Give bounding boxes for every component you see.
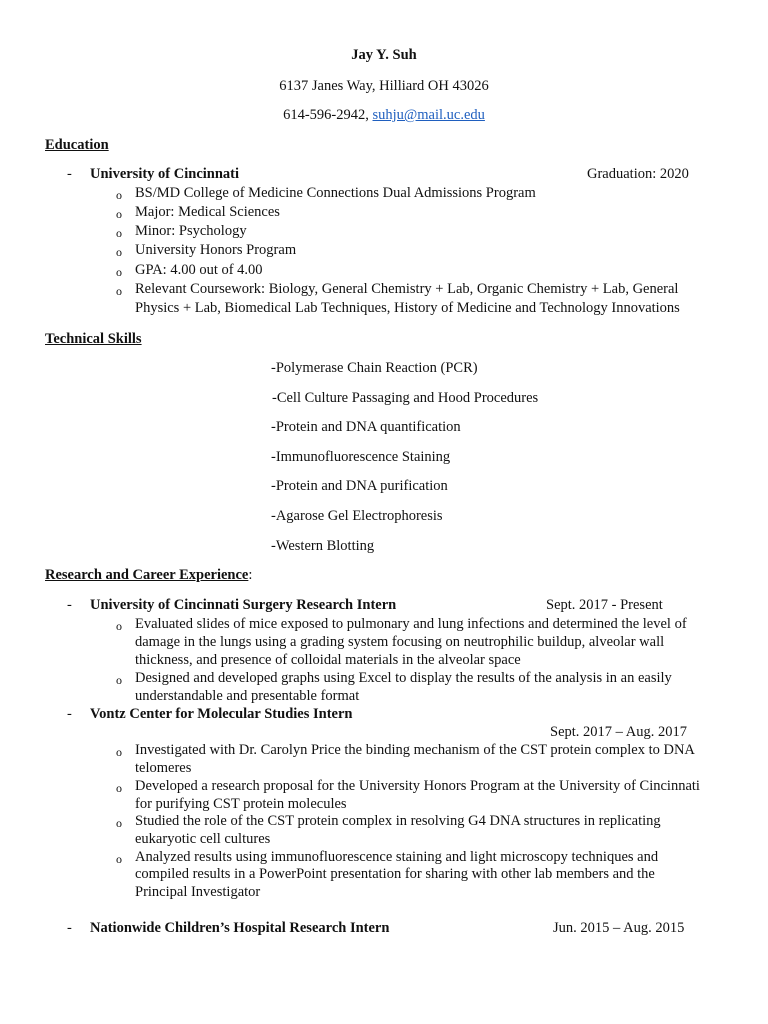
bullet-marker: o	[116, 745, 122, 759]
address: 6137 Janes Way, Hilliard OH 43026	[279, 78, 489, 94]
job-dates: Sept. 2017 - Present	[546, 597, 663, 613]
bullet-marker: o	[116, 852, 122, 866]
job-detail-line: damage in the lungs using a grading system focusing on neutrophilic buildup, alveolar wall	[135, 634, 665, 650]
bullet-marker: o	[116, 284, 122, 298]
dash-marker: -	[67, 920, 72, 936]
job-detail-line: Investigated with Dr. Carolyn Price the binding mechanism of the CST protein complex to DNA	[135, 742, 695, 758]
resume-name: Jay Y. Suh	[351, 47, 417, 63]
bullet-marker: o	[116, 816, 122, 830]
dash-marker: -	[67, 706, 72, 722]
education-graduation: Graduation: 2020	[587, 166, 689, 182]
job-detail-line: eukaryotic cell cultures	[135, 831, 271, 847]
dash-marker: -	[67, 166, 72, 182]
skills-heading: Technical Skills	[45, 331, 142, 347]
job-title: Nationwide Children’s Hospital Research Intern	[90, 920, 390, 936]
experience-heading-line	[45, 566, 252, 584]
education-item: Relevant Coursework: Biology, General Chemistry + Lab, Organic Chemistry + Lab, General	[135, 281, 679, 297]
skill-item: -Western Blotting	[271, 538, 375, 554]
email-link[interactable]: suhju@mail.uc.edu	[372, 107, 485, 123]
job-title: University of Cincinnati Surgery Research Intern	[90, 597, 397, 613]
skill-item: -Protein and DNA quantification	[271, 419, 461, 435]
bullet-marker: o	[116, 245, 122, 259]
education-heading: Education	[45, 137, 109, 153]
bullet-marker: o	[116, 619, 122, 633]
education-item: University Honors Program	[135, 242, 297, 258]
education-item: Major: Medical Sciences	[135, 204, 280, 220]
skill-item: -Cell Culture Passaging and Hood Procedures	[272, 390, 539, 406]
job-detail-line: Designed and developed graphs using Excel to display the results of the analysis in an easily	[135, 670, 672, 686]
bullet-marker: o	[116, 781, 122, 795]
job-detail-line: Developed a research proposal for the University Honors Program at the University of Cincinnati	[135, 778, 700, 794]
job-detail-line: Principal Investigator	[135, 884, 261, 900]
education-item: Physics + Lab, Biomedical Lab Techniques, History of Medicine and Technology Innovations	[135, 300, 680, 316]
skill-item: -Polymerase Chain Reaction (PCR)	[271, 360, 478, 376]
skill-item: -Agarose Gel Electrophoresis	[271, 508, 443, 524]
job-detail-line: Evaluated slides of mice exposed to pulmonary and lung infections and determined the level of	[135, 616, 687, 632]
bullet-marker: o	[116, 207, 122, 221]
skill-item: -Immunofluorescence Staining	[271, 449, 451, 465]
job-detail-line: understandable and presentable format	[135, 688, 360, 704]
job-detail-line: telomeres	[135, 760, 192, 776]
job-title: Vontz Center for Molecular Studies Intern	[90, 706, 353, 722]
job-detail-line: for purifying CST protein molecules	[135, 796, 347, 812]
contact-line	[0, 106, 768, 124]
phone: 614-596-2942,	[283, 107, 369, 123]
bullet-marker: o	[116, 188, 122, 202]
education-item: GPA: 4.00 out of 4.00	[135, 262, 263, 278]
job-dates: Jun. 2015 – Aug. 2015	[553, 920, 685, 936]
experience-heading: Research and Career Experience	[45, 567, 249, 583]
job-detail-line: Analyzed results using immunofluorescence staining and light microscopy techniques and	[135, 849, 659, 865]
job-detail-line: compiled results in a PowerPoint presentation for sharing with other lab members and the	[135, 866, 655, 882]
education-school: University of Cincinnati	[90, 166, 240, 182]
job-detail-line: thickness, and presence of colloidal materials in the alveolar space	[135, 652, 521, 668]
job-detail-line: Studied the role of the CST protein complex in resolving G4 DNA structures in replicating	[135, 813, 661, 829]
skill-item: -Protein and DNA purification	[271, 478, 448, 494]
bullet-marker: o	[116, 226, 122, 240]
dash-marker: -	[67, 597, 72, 613]
experience-heading-colon: :	[248, 567, 253, 583]
education-item: Minor: Psychology	[135, 223, 247, 239]
bullet-marker: o	[116, 265, 122, 279]
job-dates: Sept. 2017 – Aug. 2017	[550, 724, 687, 740]
bullet-marker: o	[116, 673, 122, 687]
education-item: BS/MD College of Medicine Connections Dual Admissions Program	[135, 185, 536, 201]
